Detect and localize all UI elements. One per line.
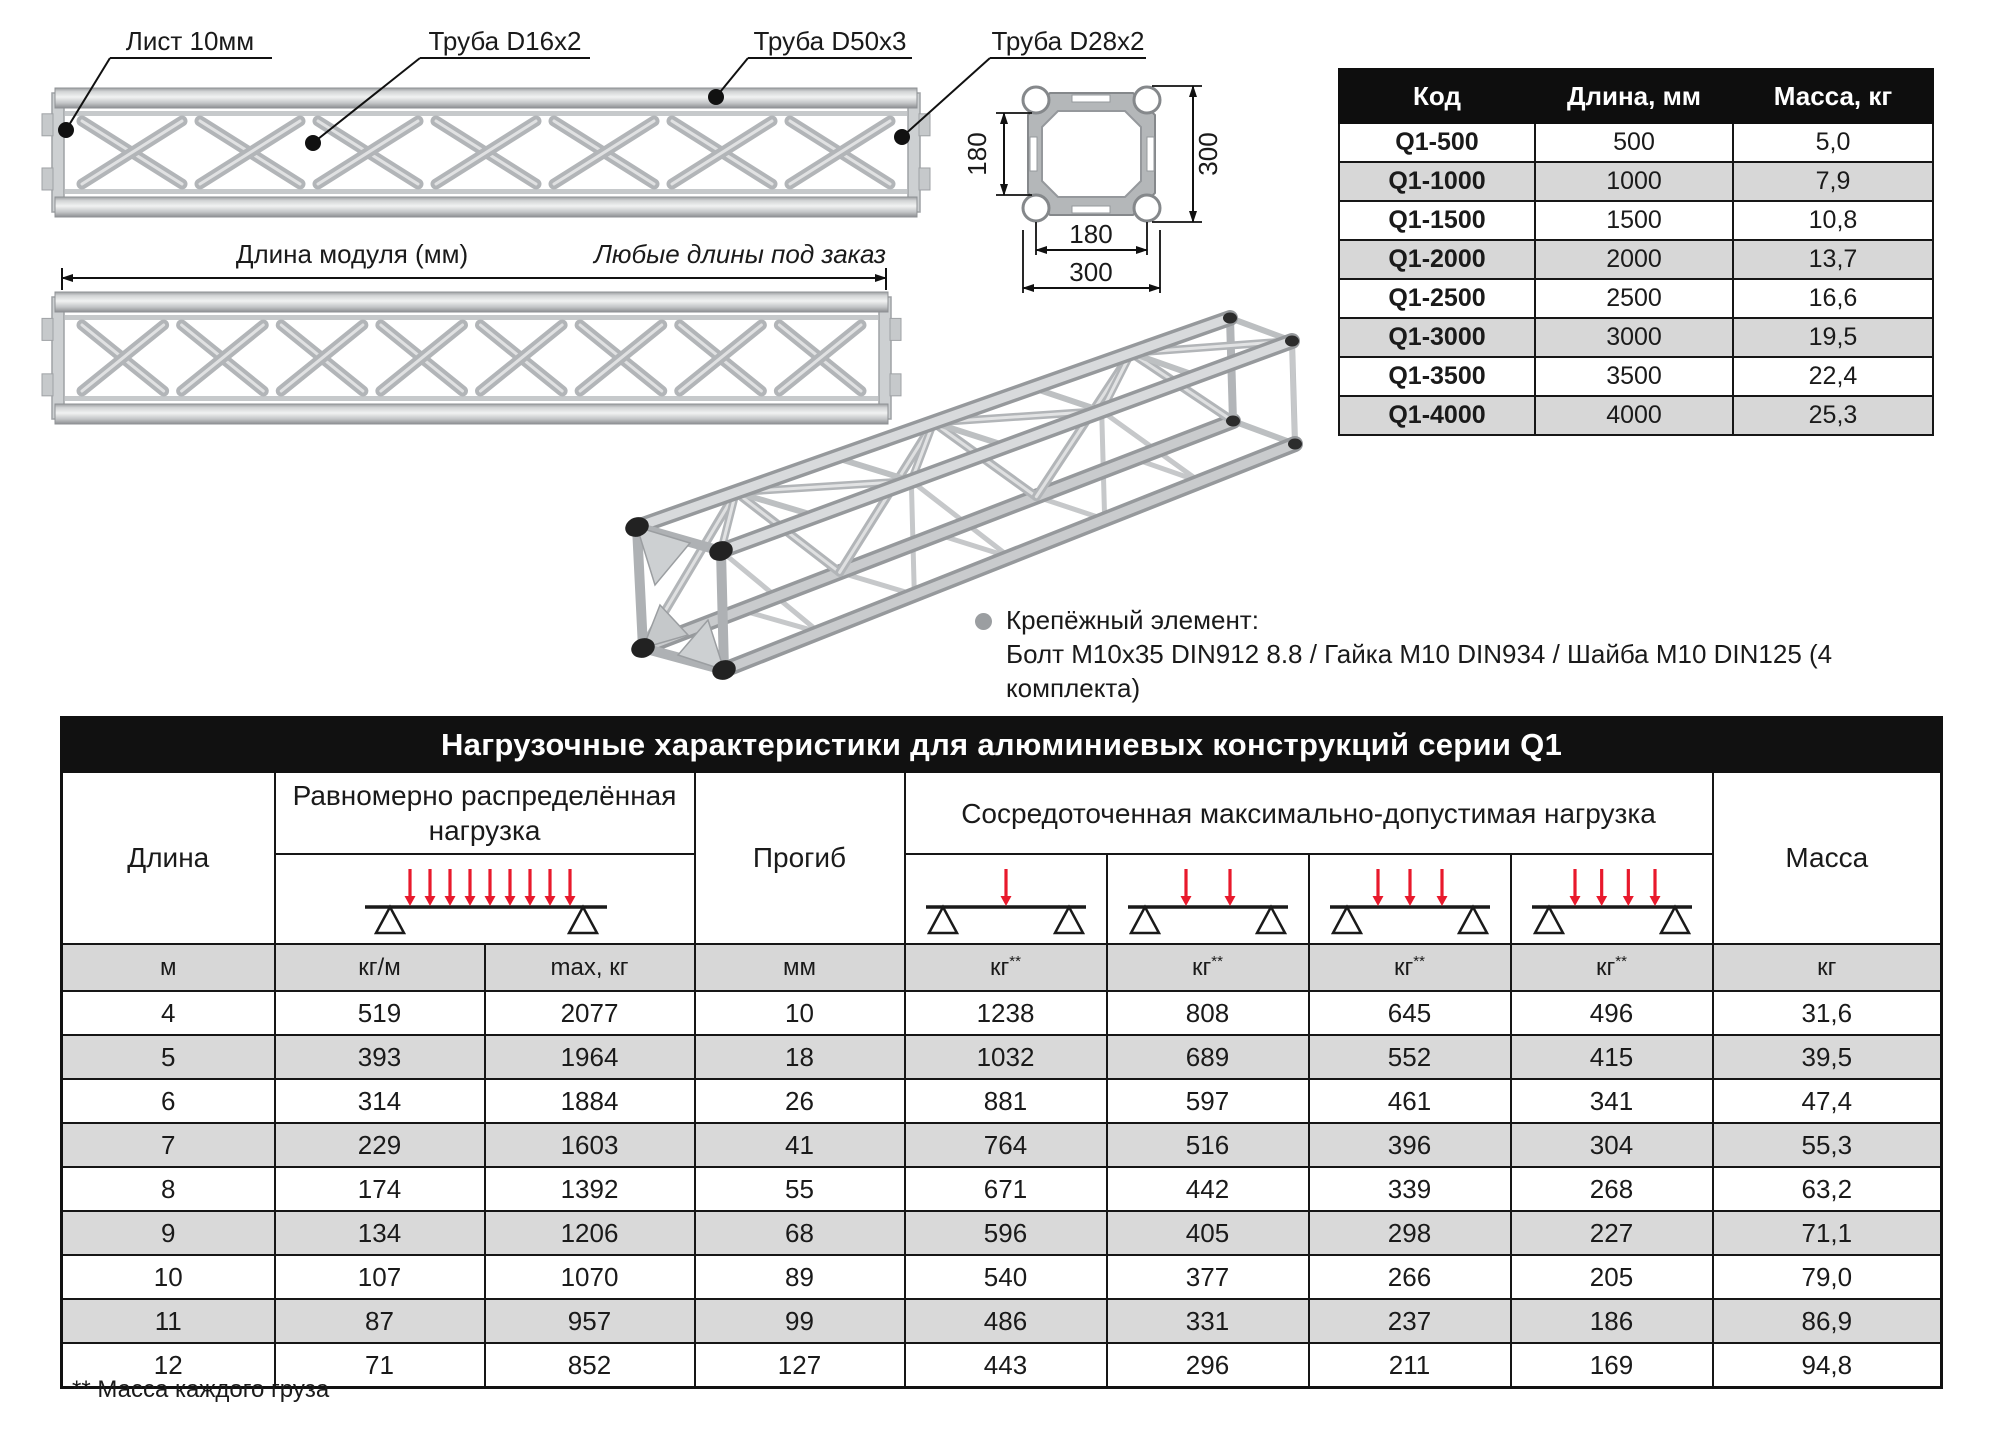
- truss-cross-section: [962, 86, 1223, 293]
- table-cell: 26: [695, 1079, 905, 1123]
- table-cell: Q1-3000: [1339, 318, 1535, 357]
- connector-tab: [42, 318, 53, 340]
- load-table-diagram-row: [62, 854, 1942, 944]
- table-cell: 41: [695, 1123, 905, 1167]
- table-cell: 808: [1107, 991, 1309, 1035]
- load-arrow-head: [404, 896, 415, 906]
- table-cell: 237: [1309, 1299, 1511, 1343]
- size-table: [1338, 68, 1934, 436]
- table-cell: 99: [695, 1299, 905, 1343]
- unit-cell: кг**: [905, 944, 1107, 991]
- table-row: [62, 1299, 1942, 1343]
- table-cell: 11: [62, 1299, 275, 1343]
- module-length-dimension: [62, 239, 886, 290]
- table-cell: Q1-1000: [1339, 162, 1535, 201]
- connector-tab: [42, 114, 53, 136]
- table-cell: 9: [62, 1211, 275, 1255]
- point-load-diagram-cell-3: [1309, 854, 1511, 944]
- table-cell: 4000: [1535, 396, 1733, 435]
- table-cell: 1500: [1535, 201, 1733, 240]
- dim-inner-width: 180: [1069, 219, 1113, 249]
- end-plate: [52, 93, 64, 212]
- load-table-body: [62, 991, 1942, 1388]
- table-cell: Q1-1500: [1339, 201, 1535, 240]
- table-cell: 31,6: [1713, 991, 1942, 1035]
- table-cell: 55,3: [1713, 1123, 1942, 1167]
- table-cell: 957: [485, 1299, 695, 1343]
- table-cell: 1964: [485, 1035, 695, 1079]
- callout-labels: [126, 26, 1145, 56]
- size-header-length: Длина, мм: [1535, 69, 1733, 123]
- table-cell: 393: [275, 1035, 485, 1079]
- table-cell: 3000: [1535, 318, 1733, 357]
- table-row: [1339, 123, 1933, 162]
- load-table-title-row: [62, 718, 1942, 773]
- label-tube50: Труба D50x3: [753, 26, 907, 56]
- table-cell: 186: [1511, 1299, 1713, 1343]
- load-arrow-head: [1224, 896, 1235, 906]
- table-row: [1339, 396, 1933, 435]
- table-cell: 107: [275, 1255, 485, 1299]
- load-table-units-row: [62, 944, 1942, 991]
- table-cell: 3500: [1535, 357, 1733, 396]
- table-row: [62, 1255, 1942, 1299]
- point-load-diagram-cell-2: [1107, 854, 1309, 944]
- dim-inner-height: 180: [962, 132, 992, 176]
- size-header-code: Код: [1339, 69, 1535, 123]
- unit-cell: max, кг: [485, 944, 695, 991]
- load-arrow-head: [564, 896, 575, 906]
- load-arrow-head: [1404, 896, 1415, 906]
- table-cell: 5,0: [1733, 123, 1933, 162]
- table-cell: 68: [695, 1211, 905, 1255]
- table-cell: 339: [1309, 1167, 1511, 1211]
- table-cell: 519: [275, 991, 485, 1035]
- col-header-deflection: Прогиб: [695, 772, 905, 944]
- load-arrow-head: [544, 896, 555, 906]
- unit-cell: кг**: [1511, 944, 1713, 991]
- table-cell: 1000: [1535, 162, 1733, 201]
- table-row: [62, 1123, 1942, 1167]
- point-load-2-diagram: [1113, 859, 1303, 939]
- table-row: [1339, 279, 1933, 318]
- size-table-body: [1339, 123, 1933, 435]
- table-cell: 2000: [1535, 240, 1733, 279]
- end-plate: [908, 93, 920, 212]
- tube-end-cap: [1288, 439, 1302, 450]
- table-cell: 852: [485, 1343, 695, 1388]
- table-cell: 486: [905, 1299, 1107, 1343]
- tube-end-cap: [1285, 336, 1299, 347]
- table-cell: 7,9: [1733, 162, 1933, 201]
- table-row: [62, 1343, 1942, 1388]
- table-cell: 552: [1309, 1035, 1511, 1079]
- table-cell: 87: [275, 1299, 485, 1343]
- table-cell: 1238: [905, 991, 1107, 1035]
- load-arrow-head: [444, 896, 455, 906]
- dim-outer-height: 300: [1193, 132, 1223, 176]
- load-arrow-head: [1180, 896, 1191, 906]
- table-cell: 18: [695, 1035, 905, 1079]
- table-cell: 63,2: [1713, 1167, 1942, 1211]
- table-cell: 12: [62, 1343, 275, 1388]
- table-cell: 405: [1107, 1211, 1309, 1255]
- load-arrow-head: [1649, 896, 1660, 906]
- table-cell: 377: [1107, 1255, 1309, 1299]
- table-cell: 461: [1309, 1079, 1511, 1123]
- bullet-icon: [975, 613, 992, 630]
- table-cell: 227: [1511, 1211, 1713, 1255]
- table-cell: 10,8: [1733, 201, 1933, 240]
- table-cell: 2500: [1535, 279, 1733, 318]
- table-cell: 174: [275, 1167, 485, 1211]
- connector-tab: [42, 168, 53, 190]
- table-cell: 442: [1107, 1167, 1309, 1211]
- table-cell: 671: [905, 1167, 1107, 1211]
- col-header-length: Длина: [62, 772, 275, 944]
- table-cell: 5: [62, 1035, 275, 1079]
- load-table-group-row: [62, 772, 1942, 854]
- table-cell: 229: [275, 1123, 485, 1167]
- table-cell: 298: [1309, 1211, 1511, 1255]
- table-cell: 1392: [485, 1167, 695, 1211]
- table-row: [62, 1079, 1942, 1123]
- table-cell: 47,4: [1713, 1079, 1942, 1123]
- bottom-chord: [55, 197, 917, 217]
- bottom-rail: [65, 396, 878, 401]
- top-chord: [55, 88, 917, 108]
- size-header-mass: Масса, кг: [1733, 69, 1933, 123]
- table-cell: 79,0: [1713, 1255, 1942, 1299]
- col-header-uniform-load: Равномерно распределённая нагрузка: [275, 772, 695, 854]
- table-cell: 500: [1535, 123, 1733, 162]
- label-tube16: Труба D16x2: [428, 26, 582, 56]
- table-cell: 205: [1511, 1255, 1713, 1299]
- unit-cell: кг**: [1107, 944, 1309, 991]
- table-cell: 22,4: [1733, 357, 1933, 396]
- table-cell: 8: [62, 1167, 275, 1211]
- table-cell: 596: [905, 1211, 1107, 1255]
- table-cell: 1206: [485, 1211, 695, 1255]
- table-row: [1339, 162, 1933, 201]
- table-cell: 645: [1309, 991, 1511, 1035]
- load-arrow-head: [424, 896, 435, 906]
- table-cell: 496: [1511, 991, 1713, 1035]
- table-cell: 1032: [905, 1035, 1107, 1079]
- table-cell: 71,1: [1713, 1211, 1942, 1255]
- truss-side-view-1: [42, 88, 930, 217]
- table-row: [62, 991, 1942, 1035]
- point-load-4-diagram: [1517, 859, 1707, 939]
- near-end-frame: [721, 551, 724, 670]
- table-cell: 331: [1107, 1299, 1309, 1343]
- fastener-spec: Болт M10x35 DIN912 8.8 / Гайка M10 DIN934 / Шайба M10 DIN125 (4 комплекта): [1006, 639, 1833, 703]
- fastener-title-line: [975, 603, 1925, 637]
- label-tube28: Труба D28x2: [991, 26, 1145, 56]
- table-row: [1339, 318, 1933, 357]
- point-load-3-diagram: [1315, 859, 1505, 939]
- table-cell: 89: [695, 1255, 905, 1299]
- table-cell: 169: [1511, 1343, 1713, 1388]
- table-cell: 2077: [485, 991, 695, 1035]
- table-cell: 296: [1107, 1343, 1309, 1388]
- load-arrow-head: [524, 896, 535, 906]
- table-cell: 211: [1309, 1343, 1511, 1388]
- table-cell: 314: [275, 1079, 485, 1123]
- table-cell: 71: [275, 1343, 485, 1388]
- table-row: [62, 1167, 1942, 1211]
- table-row: [62, 1211, 1942, 1255]
- table-cell: 415: [1511, 1035, 1713, 1079]
- end-plate: [52, 297, 64, 419]
- table-cell: 443: [905, 1343, 1107, 1388]
- table-cell: 268: [1511, 1167, 1713, 1211]
- connector-tab: [890, 318, 901, 340]
- table-cell: 13,7: [1733, 240, 1933, 279]
- uniform-load-diagram-cell: [275, 854, 695, 944]
- table-cell: 39,5: [1713, 1035, 1942, 1079]
- unit-cell: м: [62, 944, 275, 991]
- table-cell: 7: [62, 1123, 275, 1167]
- table-cell: 597: [1107, 1079, 1309, 1123]
- load-arrow-head: [464, 896, 475, 906]
- table-cell: Q1-2000: [1339, 240, 1535, 279]
- tube-end-cap: [1223, 313, 1237, 324]
- table-cell: 304: [1511, 1123, 1713, 1167]
- table-cell: 19,5: [1733, 318, 1933, 357]
- table-cell: Q1-3500: [1339, 357, 1535, 396]
- truss-side-view-2: [42, 292, 901, 424]
- dim-outer-width: 300: [1069, 257, 1113, 287]
- tube-end-cap: [1226, 416, 1240, 427]
- table-cell: 1884: [485, 1079, 695, 1123]
- load-arrow-head: [1436, 896, 1447, 906]
- col-header-concentrated-load: Сосредоточенная максимально-допустимая нагрузка: [905, 772, 1713, 854]
- load-arrow-head: [1596, 896, 1607, 906]
- unit-cell: мм: [695, 944, 905, 991]
- connector-tab: [890, 374, 901, 396]
- table-cell: 25,3: [1733, 396, 1933, 435]
- unit-cell: кг/м: [275, 944, 485, 991]
- load-arrow-head: [484, 896, 495, 906]
- table-cell: 266: [1309, 1255, 1511, 1299]
- label-sheet: Лист 10мм: [125, 26, 255, 56]
- table-cell: Q1-4000: [1339, 396, 1535, 435]
- table-cell: 94,8: [1713, 1343, 1942, 1388]
- right-face-brace: [1292, 341, 1295, 444]
- top-chord: [55, 292, 888, 312]
- load-table-title: Нагрузочные характеристики для алюминиевых конструкций серии Q1: [62, 718, 1942, 773]
- top-rail: [65, 315, 878, 320]
- top-rail: [65, 111, 907, 116]
- table-cell: 881: [905, 1079, 1107, 1123]
- table-cell: 516: [1107, 1123, 1309, 1167]
- module-length-label: Длина модуля (мм): [235, 239, 469, 269]
- table-cell: 55: [695, 1167, 905, 1211]
- load-table: [60, 716, 1943, 1389]
- table-cell: 86,9: [1713, 1299, 1942, 1343]
- fastener-title: Крепёжный элемент:: [1006, 605, 1259, 635]
- table-cell: 10: [695, 991, 905, 1035]
- table-row: [1339, 357, 1933, 396]
- table-cell: 134: [275, 1211, 485, 1255]
- connector-tab: [919, 168, 930, 190]
- table-cell: 341: [1511, 1079, 1713, 1123]
- table-row: [1339, 201, 1933, 240]
- table-cell: 6: [62, 1079, 275, 1123]
- table-cell: Q1-2500: [1339, 279, 1535, 318]
- table-row: [1339, 240, 1933, 279]
- point-load-1-diagram: [911, 859, 1101, 939]
- end-plate: [879, 297, 891, 419]
- table-cell: 10: [62, 1255, 275, 1299]
- unit-cell: кг**: [1309, 944, 1511, 991]
- table-cell: 396: [1309, 1123, 1511, 1167]
- col-header-mass: Масса: [1713, 772, 1942, 944]
- load-arrow-head: [1569, 896, 1580, 906]
- table-cell: 540: [905, 1255, 1107, 1299]
- load-arrow-head: [1000, 896, 1011, 906]
- bottom-rail: [65, 189, 907, 194]
- footnote: ** Масса каждого груза: [72, 1376, 330, 1403]
- point-load-diagram-cell-1: [905, 854, 1107, 944]
- table-cell: Q1-500: [1339, 123, 1535, 162]
- bottom-chord: [55, 404, 888, 424]
- point-load-diagram-cell-4: [1511, 854, 1713, 944]
- connector-tab: [42, 374, 53, 396]
- table-cell: 4: [62, 991, 275, 1035]
- uniform-load-diagram: [335, 859, 635, 939]
- table-cell: 764: [905, 1123, 1107, 1167]
- table-cell: 1070: [485, 1255, 695, 1299]
- table-cell: 689: [1107, 1035, 1309, 1079]
- load-arrow-head: [504, 896, 515, 906]
- unit-cell: кг: [1713, 944, 1942, 991]
- load-arrow-head: [1622, 896, 1633, 906]
- custom-lengths-label: Любые длины под заказ: [594, 239, 886, 269]
- fastener-note: [975, 603, 1925, 705]
- load-arrow-head: [1372, 896, 1383, 906]
- table-cell: 127: [695, 1343, 905, 1388]
- table-row: [62, 1035, 1942, 1079]
- size-table-header-row: [1339, 69, 1933, 123]
- table-cell: 16,6: [1733, 279, 1933, 318]
- table-cell: 1603: [485, 1123, 695, 1167]
